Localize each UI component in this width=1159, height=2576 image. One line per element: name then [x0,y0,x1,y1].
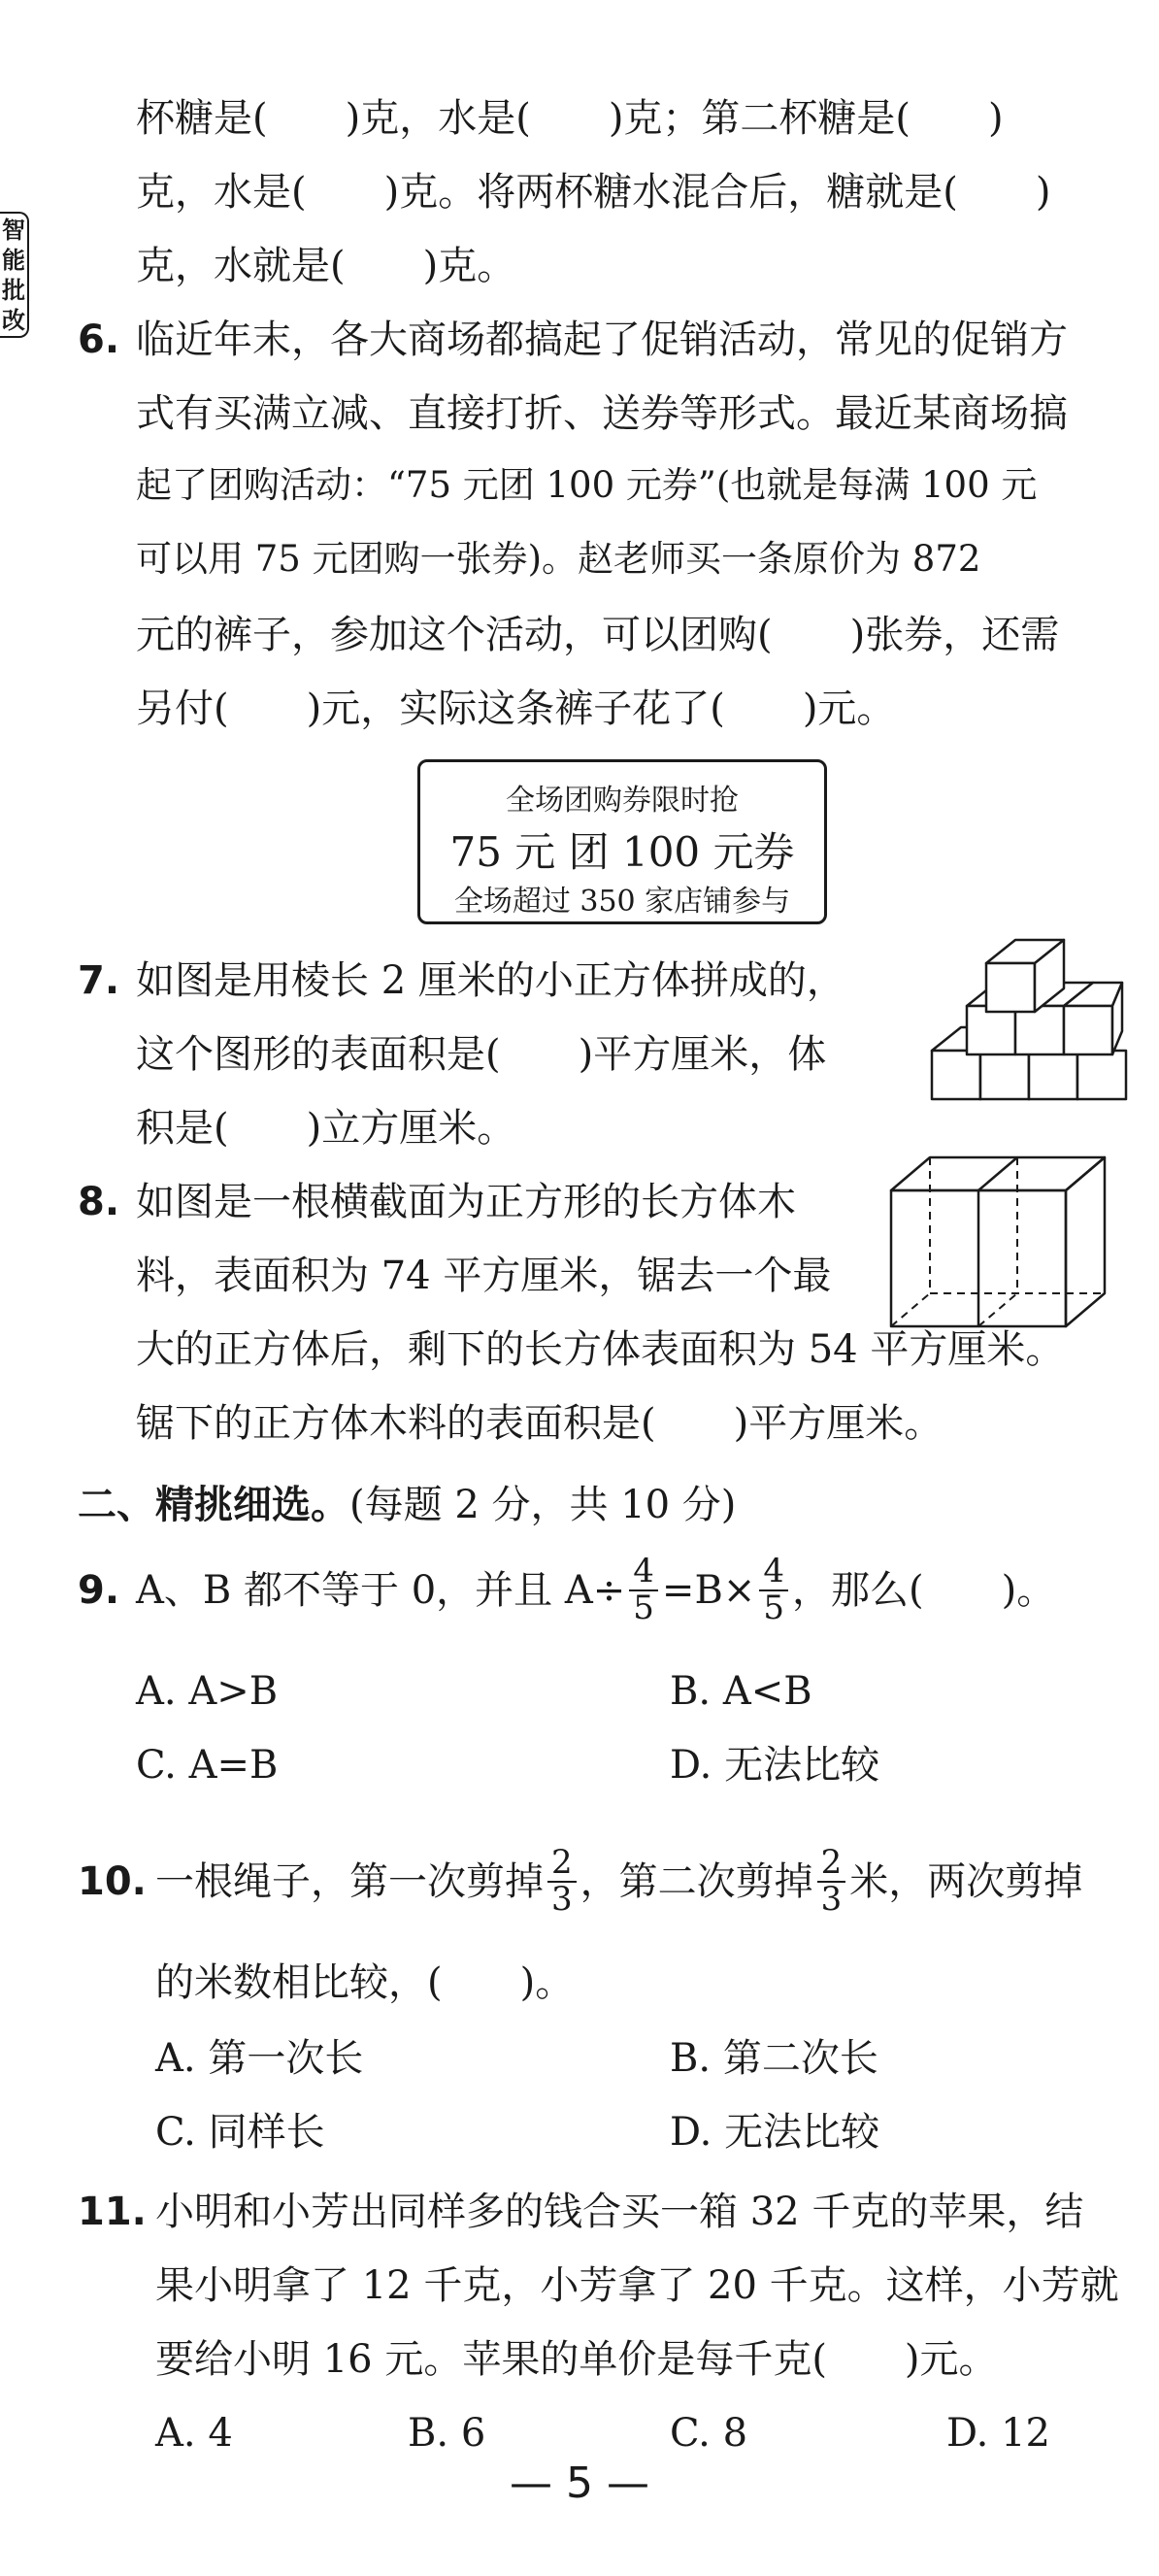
q8-line: 大的正方体后，剩下的长方体表面积为 54 平方厘米。 [136,1327,1065,1372]
q6-line: 元的裤子，参加这个活动，可以团购( )张券，还需 [136,613,1060,657]
q9-fraction [759,1552,788,1627]
q7-number: 7. [78,958,120,1003]
fraction-numerator: 4 [759,1555,788,1591]
q10-text: 一根绳子，第一次剪掉 [155,1859,544,1904]
q11-option-b: B. 6 [408,2411,486,2456]
q5-continued-line2: 克，水是( )克。将两杯糖水混合后，糖就是( ) [136,170,1051,215]
fraction-denominator: 5 [763,1589,784,1627]
q11-option-a: A. 4 [155,2411,233,2456]
q9-text: =B× [661,1568,756,1613]
coupon-box [417,759,827,924]
q11-option-c: C. 8 [670,2411,748,2456]
q11-line: 果小明拿了 12 千克，小芳拿了 20 千克。这样，小芳就 [155,2263,1119,2308]
section-title: 二、精挑细选。 [78,1483,349,1527]
q9-fraction [629,1552,658,1627]
q10-number: 10. [78,1859,147,1904]
fraction-numerator: 2 [817,1846,846,1883]
coupon-line3: 全场超过 350 家店铺参与 [453,885,791,919]
fraction-numerator: 2 [547,1846,577,1883]
q8-line: 如图是一根横截面为正方形的长方体木 [136,1180,796,1224]
q6-number: 6. [78,318,120,362]
q10-option-c: C. 同样长 [155,2110,325,2155]
coupon-line1: 全场团购券限时抢 [506,784,739,818]
q9-option-b: B. A<B [670,1669,812,1714]
q10-line2: 的米数相比较，( )。 [155,1960,575,2005]
side-label-char: 能 [2,247,25,274]
q10-option-b: B. 第二次长 [670,2036,878,2081]
q10-text: ，第二次剪掉 [580,1859,813,1904]
q11-line: 小明和小芳出同样多的钱合买一箱 32 千克的苹果，结 [155,2190,1084,2234]
q9-option-d: D. 无法比较 [670,1743,880,1788]
q6-line: 式有买满立减、直接打折、送券等形式。最近某商场搞 [136,391,1068,436]
q10-text: 米，两次剪掉 [849,1859,1083,1904]
section-heading [78,1474,736,1529]
side-label-char: 智 [2,217,25,244]
q10-stem [155,1835,1082,1928]
cuboid-figure [881,1152,1114,1336]
q6-line: 另付( )元，实际这条裤子花了( )元。 [136,686,896,731]
q11-number: 11. [78,2190,147,2234]
section-note: (每题 2 分，共 10 分) [349,1483,737,1527]
side-label-char: 批 [2,277,25,304]
q7-line: 积是( )立方厘米。 [136,1106,516,1151]
q8-line: 料，表面积为 74 平方厘米，锯去一个最 [136,1254,832,1298]
q9-text: ，那么( )。 [792,1568,1056,1613]
q11-option-d: D. 12 [946,2411,1050,2456]
q10-fraction [817,1843,846,1919]
q10-option-a: A. 第一次长 [155,2036,364,2081]
q8-line: 锯下的正方体木料的表面积是( )平方厘米。 [136,1401,944,1446]
cube-stack-figure [912,934,1145,1144]
q6-line: 临近年末，各大商场都搞起了促销活动，常见的促销方 [136,318,1068,362]
fraction-denominator: 3 [551,1880,573,1919]
fraction-numerator: 4 [629,1555,658,1591]
q11-line: 要给小明 16 元。苹果的单价是每千克( )元。 [155,2337,998,2382]
q9-number: 9. [78,1568,120,1613]
side-tab-label [0,212,29,338]
page-number: — 5 — [510,2459,649,2508]
q9-option-a: A. A>B [136,1669,279,1714]
q6-line: 可以用 75 元团购一张券)。赵老师买一条原价为 872 [136,538,981,580]
coupon-line2: 75 元 团 100 元券 [449,828,795,876]
q5-continued-line1: 杯糖是( )克，水是( )克；第二杯糖是( ) [136,96,1004,141]
q6-line: 起了团购活动：“75 元团 100 元券”(也就是每满 100 元 [136,464,1038,506]
q7-line: 如图是用棱长 2 厘米的小正方体拼成的， [136,958,845,1003]
q9-text: A、B 都不等于 0，并且 A÷ [136,1568,626,1613]
q10-option-d: D. 无法比较 [670,2110,880,2155]
q8-number: 8. [78,1180,120,1224]
fraction-denominator: 3 [820,1880,843,1919]
side-label-char: 改 [2,307,25,334]
q5-continued-line3: 克，水就是( )克。 [136,244,516,288]
fraction-denominator: 5 [633,1589,654,1627]
q9-option-c: C. A=B [136,1743,279,1788]
q10-fraction [547,1843,577,1919]
q7-line: 这个图形的表面积是( )平方厘米，体 [136,1032,827,1077]
q9-stem [136,1544,1055,1637]
